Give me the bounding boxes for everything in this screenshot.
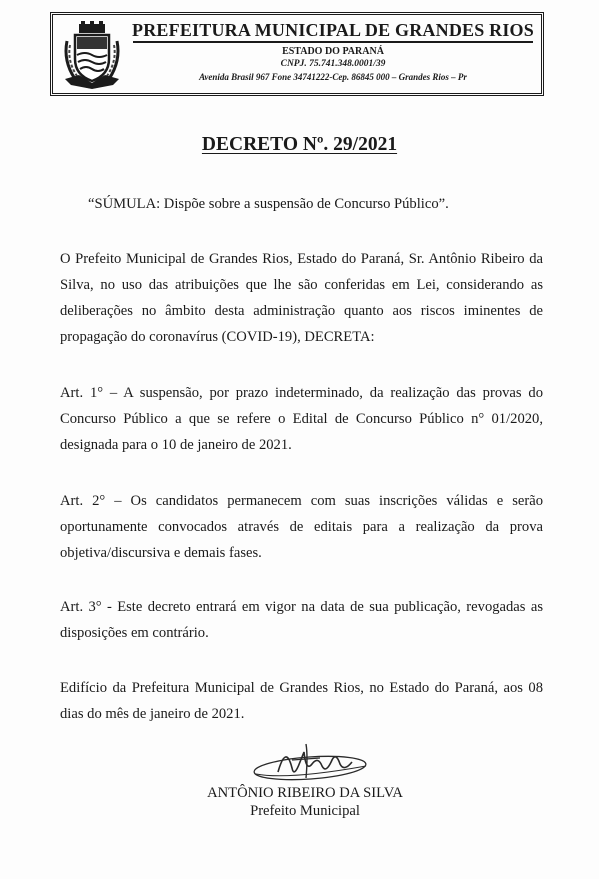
article-2: Art. 2° – Os candidatos permanecem com suas inscrições válidas e serão oportunamente convocados através de editais para a realização da prova objetiva/discursiva e demais fases. [60, 493, 543, 561]
signer-role: Prefeito Municipal [250, 803, 360, 819]
closing-paragraph: Edifício da Prefeitura Municipal de Grandes Rios, no Estado do Paraná, aos 08 dias do mês de janeiro de 2021. [60, 680, 543, 722]
letterhead-divider [133, 41, 533, 43]
municipal-coat-of-arms-icon [61, 21, 123, 89]
letterhead-text [129, 19, 537, 83]
signer-name: ANTÔNIO RIBEIRO DA SILVA [207, 785, 403, 801]
cnpj-number: CNPJ. 75.741.348.0001/39 [280, 59, 386, 69]
letterhead [50, 12, 544, 96]
municipality-title: PREFEITURA MUNICIPAL DE GRANDES RIOS [132, 20, 534, 40]
decree-title: DECRETO Nº. 29/2021 [201, 134, 398, 155]
address-line: Avenida Brasil 967 Fone 34741222-Cep. 86845 000 – Grandes Rios – Pr [199, 72, 467, 82]
handwritten-signature-icon [248, 738, 378, 788]
sumula-paragraph: “SÚMULA: Dispõe sobre a suspensão de Concurso Público”. [88, 196, 449, 212]
article-3: Art. 3° - Este decreto entrará em vigor na data de sua publicação, revogadas as disposições em contrário. [60, 599, 543, 641]
intro-paragraph: O Prefeito Municipal de Grandes Rios, Estado do Paraná, Sr. Antônio Ribeiro da Silva, no uso das atribuições que lhe são conferidas em Lei, considerando as deliberações no âmbito desta administração quanto aos riscos iminentes de propagação do coronavírus (COVID-19), DECRETA: [60, 251, 543, 345]
article-1: Art. 1° – A suspensão, por prazo indeterminado, da realização das provas do Concurso Público a que se refere o Edital de Concurso Público n° 01/2020, designada para o 10 de janeiro de 2021. [60, 385, 543, 453]
state-name: ESTADO DO PARANÁ [282, 46, 384, 57]
